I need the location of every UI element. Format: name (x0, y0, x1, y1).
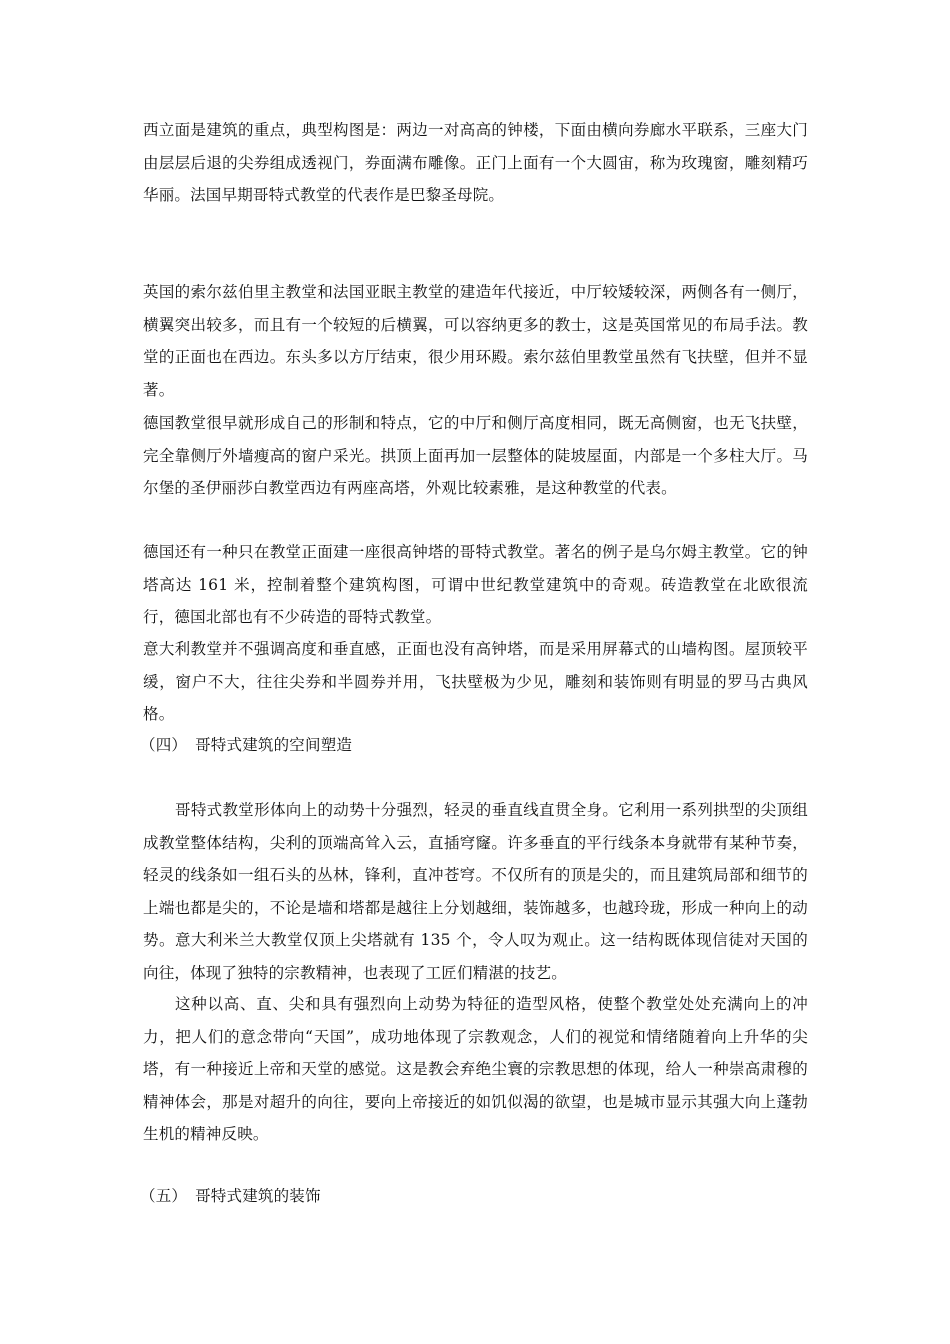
paragraph-space-shaping-2: 这种以高、直、尖和具有强烈向上动势为特征的造型风格，使整个教堂处处充满向上的冲力，把人们的意念带向“天国”，成功地体现了宗教观念，人们的视觉和情绪随着向上升华的尖塔，有一种接近上帝和天堂的感觉。这是教会弃绝尘寰的宗教思想的体现，给人一种崇高肃穆的精神体会，那是对超升的向往，要向上帝接近的如饥似渴的欲望，也是城市显示其强大向上蓬勃生机的精神反映。 (143, 995, 808, 1143)
paragraph-space-shaping-1: 哥特式教堂形体向上的动势十分强烈，轻灵的垂直线直贯全身。它利用一系列拱型的尖顶组成教堂整体结构，尖利的顶端高耸入云，直插穹窿。许多垂直的平行线条本身就带有某种节奏，轻灵的线条如一组石头的丛林，锋利，直冲苍穹。不仅所有的顶是尖的，而且建筑局部和细节的上端也都是尖的，不论是墙和塔都是越往上分划越细，装饰越多，也越玲珑，形成一种向上的动势。意大利米兰大教堂仅顶上尖塔就有 135 个，令人叹为观止。这一结构既体现信徒对天国的向往，体现了独特的宗教精神，也表现了工匠们精湛的技艺。 (143, 801, 808, 982)
paragraph-italian-churches: 意大利教堂并不强调高度和垂直感，正面也没有高钟塔，而是采用屏幕式的山墙构图。屋顶较平缓，窗户不大，往往尖券和半圆券并用，飞扶壁极为少见，雕刻和装饰则有明显的罗马古典风格。 (143, 640, 808, 723)
paragraph-german-churches: 德国教堂很早就形成自己的形制和特点，它的中厅和侧厅高度相同，既无高侧窗，也无飞扶壁，完全靠侧厅外墙瘦高的窗户采光。拱顶上面再加一层整体的陡坡屋面，内部是一个多柱大厅。马尔堡的圣伊丽莎白教堂西边有两座高塔，外观比较素雅，是这种教堂的代表。 (143, 414, 808, 497)
section-number: （四） (140, 736, 188, 754)
paragraph-west-facade: 西立面是建筑的重点，典型构图是：两边一对高高的钟楼，下面由横向券廊水平联系，三座大门由层层后退的尖券组成透视门，券面满布雕像。正门上面有一个大圆宙，称为玫瑰窗，雕刻精巧华丽。法国早期哥特式教堂的代表作是巴黎圣母院。 (143, 121, 808, 204)
section-number: （五） (140, 1187, 188, 1205)
paragraph-german-bell-tower: 德国还有一种只在教堂正面建一座很高钟塔的哥特式教堂。著名的例子是乌尔姆主教堂。它的钟塔高达 161 米，控制着整个建筑构图，可谓中世纪教堂建筑中的奇观。砖造教堂在北欧很流行，德国北部也有不少砖造的哥特式教堂。 (143, 543, 808, 626)
section-heading-4 (140, 729, 352, 761)
section-heading-5 (140, 1180, 321, 1212)
section-title: 哥特式建筑的装饰 (195, 1187, 321, 1205)
paragraph-english-churches: 英国的索尔兹伯里主教堂和法国亚眠主教堂的建造年代接近，中厅较矮较深，两侧各有一侧厅，横翼突出较多，而且有一个较短的后横翼，可以容纳更多的教士，这是英国常见的布局手法。教堂的正面也在西边。东头多以方厅结束，很少用环殿。索尔兹伯里教堂虽然有飞扶壁，但并不显著。 (143, 283, 808, 399)
section-title: 哥特式建筑的空间塑造 (195, 736, 353, 754)
